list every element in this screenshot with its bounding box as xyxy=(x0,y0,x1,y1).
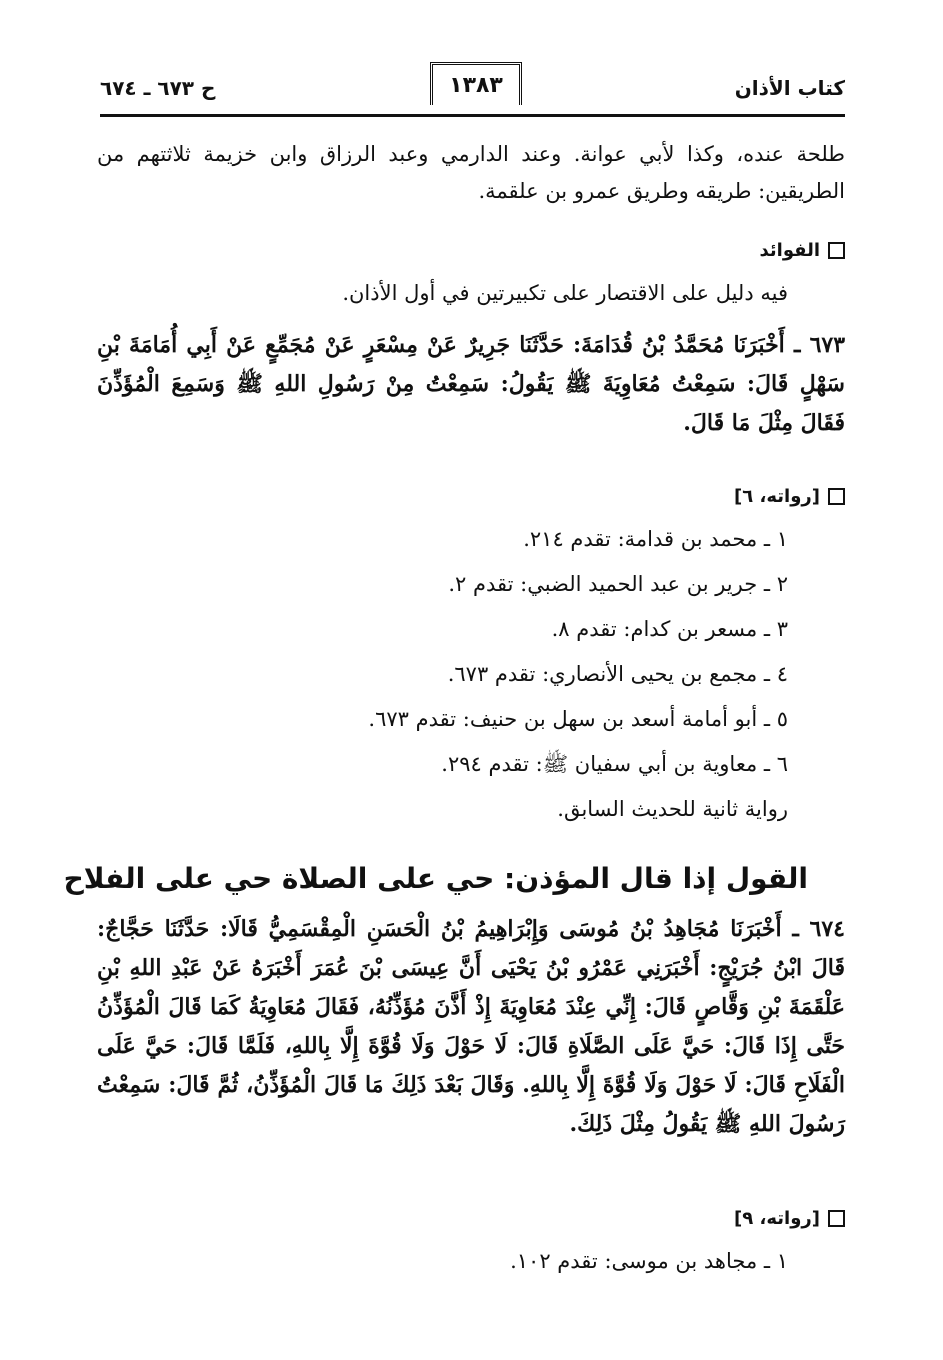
narrator-item: ٢ ـ جرير بن عبد الحميد الضبي: تقدم ٢. xyxy=(448,572,788,596)
square-bullet-icon xyxy=(828,1210,845,1227)
narrators-673-title: [رواته، ٦] xyxy=(734,486,820,507)
hadith-674: ٦٧٤ ـ أَخْبَرَنَا مُجَاهِدُ بْنُ مُوسَى وَإِبْرَاهِيمُ بْنُ الْحَسَنِ الْمِقْسَمِيُّ قَالَا: حَدَّثَنَا حَجَّاجٌ: قَالَ ابْنُ جُرَيْجٍ: أَخْبَرَنِي عَمْرُو بْنُ يَحْيَى أَنَّ عِيسَى بْنَ عُمَرَ أَخْبَرَهُ عَنْ عَبْدِ اللهِ بْنِ عَلْقَمَةَ بْنِ وَقَّاصٍ قَالَ: إِنِّي عِنْدَ مُعَاوِيَةَ إِذْ أَذَّنَ مُؤَذِّنُهُ، فَقَالَ مُعَاوِيَةُ كَمَا قَالَ الْمُؤَذِّنُ حَتَّى إِذَا قَالَ: حَيَّ عَلَى الصَّلَاةِ قَالَ: لَا حَوْلَ وَلَا قُوَّةَ إِلَّا بِاللهِ، فَلَمَّا قَالَ: حَيَّ عَلَى الْفَلَاحِ قَالَ: لَا حَوْلَ وَلَا قُوَّةَ إِلَّا بِاللهِ. وَقَالَ بَعْدَ ذَلِكَ مَا قَالَ الْمُؤَذِّنُ، ثُمَّ قَالَ: سَمِعْتُ رَسُولَ اللهِ ﷺ يَقُولُ مِثْلَ ذَلِكَ. xyxy=(97,916,845,1137)
square-bullet-icon xyxy=(828,488,845,505)
fawaid-title: الفوائد xyxy=(759,240,820,261)
narrator-item: ١ ـ محمد بن قدامة: تقدم ٢١٤. xyxy=(523,527,788,551)
narrators-note: رواية ثانية للحديث السابق. xyxy=(557,797,788,821)
narrator-item: ٣ ـ مسعر بن كدام: تقدم ٨. xyxy=(551,617,788,641)
intro-paragraph: طلحة عنده، وكذا لأبي عوانة. وعند الدارمي وعبد الرزاق وابن خزيمة ثلاثتهم من الطريقين: طريقه وطريق عمرو بن علقمة. xyxy=(97,142,845,203)
hadith-range: ح ٦٧٣ ـ ٦٧٤ xyxy=(100,76,216,100)
chapter-title: القول إذا قال المؤذن: حي على الصلاة حي على الفلاح xyxy=(63,862,808,895)
fawaid-text: فيه دليل على الاقتصار على تكبيرتين في أول الأذان. xyxy=(342,281,788,305)
page-header xyxy=(100,62,845,126)
page-number: ١٣٨٣ xyxy=(430,62,522,105)
narrators-674-title: [رواته، ٩] xyxy=(734,1208,820,1229)
hadith-673: ٦٧٣ ـ أَخْبَرَنَا مُحَمَّدُ بْنُ قُدَامَةَ: حَدَّثَنَا جَرِيرٌ عَنْ مِسْعَرٍ عَنْ مُجَمِّعٍ عَنْ أَبِي أُمَامَةَ بْنِ سَهْلٍ قَالَ: سَمِعْتُ مُعَاوِيَةَ ﷺ يَقُولُ: سَمِعْتُ مِنْ رَسُولِ اللهِ ﷺ وَسَمِعَ الْمُؤَذِّنَ فَقَالَ مِثْلَ مَا قَالَ. xyxy=(97,332,846,436)
narrator-item: ١ ـ مجاهد بن موسى: تقدم ١٠٢. xyxy=(510,1249,788,1273)
narrators-674-heading xyxy=(734,1208,845,1229)
narrator-item: ٤ ـ مجمع بن يحيى الأنصاري: تقدم ٦٧٣. xyxy=(447,662,788,686)
narrators-673-heading xyxy=(734,486,845,507)
narrator-item: ٦ ـ معاوية بن أبي سفيان ﷺ: تقدم ٢٩٤. xyxy=(441,752,788,776)
header-divider xyxy=(100,114,845,117)
narrator-item: ٥ ـ أبو أمامة أسعد بن سهل بن حنيف: تقدم ٦٧٣. xyxy=(368,707,788,731)
square-bullet-icon xyxy=(828,242,845,259)
book-title: كتاب الأذان xyxy=(734,76,845,100)
fawaid-heading xyxy=(760,240,846,261)
